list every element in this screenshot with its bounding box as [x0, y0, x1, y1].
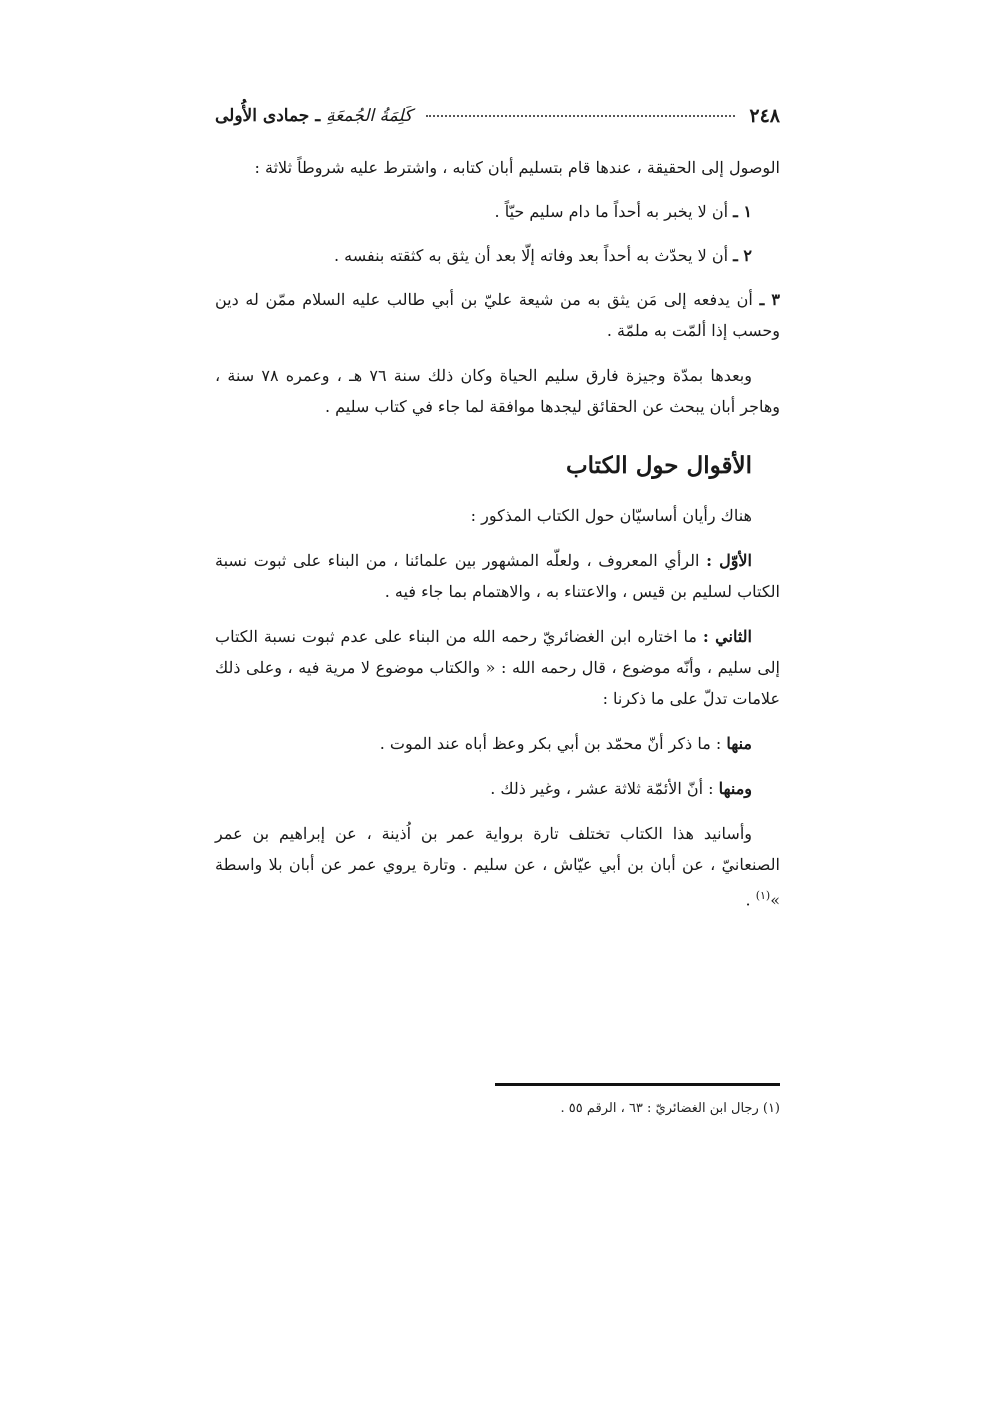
- first-opinion-paragraph: [215, 545, 780, 607]
- condition-item-3: [215, 284, 780, 346]
- footnote-reference: (١): [755, 889, 771, 902]
- chains-end: .: [745, 890, 756, 910]
- running-title-text: ـ جمادى الأُولى: [215, 106, 327, 126]
- condition-item-2: [215, 240, 780, 271]
- running-header: [215, 96, 780, 136]
- sign-lead: منها: [726, 734, 752, 753]
- chains-text: وأسانيد هذا الكتاب تختلف تارة برواية عمر بن اُذينة ، عن إبراهيم بن عمر الصنعانيّ ، عن أبان بن أبي عيّاش ، عن سليم . وتارة يروي عمر عن أبان بلا واسطة »: [215, 824, 780, 910]
- sign-item-1: [215, 728, 780, 759]
- second-opinion-text: ما اختاره ابن الغضائريّ رحمه الله من البناء على عدم ثبوت نسبة الكتاب إلى سليم ، وأنّه موضوع ، قال رحمه الله : « والكتاب موضوع لا مرية فيه ، وعلى ذلك علامات تدلّ على ما ذكرنا :: [215, 627, 780, 708]
- footnote-separator: [495, 1083, 780, 1086]
- second-opinion-lead: الثاني :: [702, 627, 752, 646]
- header-dotted-leader: [426, 115, 735, 117]
- intro-paragraph: الوصول إلى الحقيقة ، عندها قام بتسليم أبان كتابه ، واشترط عليه شروطاً ثلاثة :: [254, 158, 780, 177]
- opinions-intro: هناك رأيان أساسيّان حول الكتاب المذكور :: [470, 506, 752, 525]
- condition-item-1: [215, 196, 780, 227]
- condition-number: ٣ ـ: [759, 290, 781, 309]
- page-number: ٢٤٨: [749, 105, 780, 127]
- running-title-calligraphy: كَلِمَةُ الجُمعَةِ: [326, 106, 413, 126]
- chains-paragraph: [215, 818, 780, 915]
- sign-lead: ومنها: [718, 779, 752, 798]
- condition-number: ٢ ـ: [733, 246, 752, 265]
- book-page: [215, 96, 780, 915]
- sign-item-2: [215, 773, 780, 804]
- condition-text: أن لا يحدّث به أحداً بعد وفاته إلّا بعد أن يثق به كثقته بنفسه .: [333, 246, 734, 265]
- footnote: (١) رجال ابن الغضائريّ : ٦٣ ، الرقم ٥٥ .: [560, 1101, 780, 1116]
- after-conditions-paragraph: وبعدها بمدّة وجيزة فارق سليم الحياة وكان ذلك سنة ٧٦ هـ ، وعمره ٧٨ سنة ، وهاجر أبان يبحث عن الحقائق ليجدها موافقة لما جاء في كتاب سليم .: [215, 366, 780, 416]
- condition-number: ١ ـ: [733, 202, 752, 221]
- first-opinion-text: الرأي المعروف ، ولعلّه المشهور بين علمائنا ، من البناء على ثبوت نسبة الكتاب لسليم بن قيس ، والاعتناء به ، والاهتمام بما جاء فيه .: [215, 551, 780, 601]
- second-opinion-paragraph: [215, 621, 780, 714]
- first-opinion-lead: الأوّل :: [706, 551, 753, 570]
- running-title: [215, 106, 412, 126]
- section-heading: الأقوال حول الكتاب: [565, 452, 752, 479]
- condition-text: أن لا يخبر به أحداً ما دام سليم حيّاً .: [494, 202, 734, 221]
- sign-text: : أنّ الأئمّة ثلاثة عشر ، وغير ذلك .: [490, 779, 719, 798]
- condition-text: أن يدفعه إلى مَن يثق به من شيعة عليّ بن أبي طالب عليه السلام ممّن له دين وحسب إذا ألمّت به ملمّة .: [215, 290, 780, 340]
- sign-text: : ما ذكر أنّ محمّد بن أبي بكر وعظ أباه عند الموت .: [379, 734, 727, 753]
